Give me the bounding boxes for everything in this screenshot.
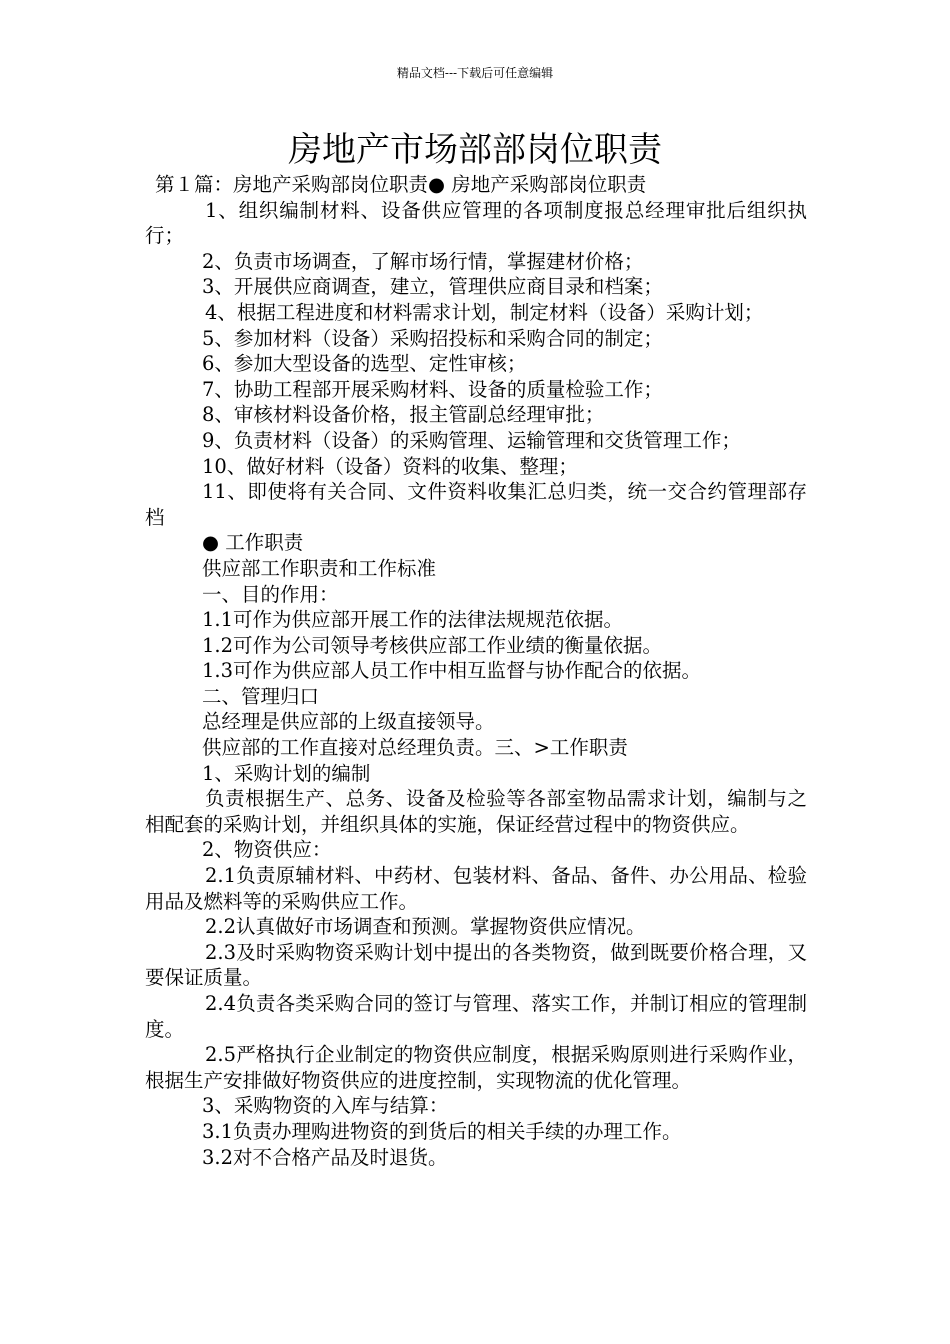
document-title: 房地产市场部部岗位职责	[288, 130, 662, 170]
body-paragraph: 1、采购计划的编制	[202, 761, 371, 785]
body-paragraph: 2、负责市场调查，了解市场行情，掌握建材价格；	[202, 249, 644, 273]
body-paragraph: 2.2认真做好市场调查和预测。掌握物资供应情况。	[205, 915, 646, 939]
body-paragraph: 10、做好材料（设备）资料的收集、整理；	[202, 454, 578, 478]
body-paragraph: 供应部工作职责和工作标准	[202, 556, 437, 580]
body-paragraph: 1.2可作为公司领导考核供应部工作业绩的衡量依据。	[202, 633, 663, 657]
body-paragraph: 第１篇：房地产采购部岗位职责● 房地产采购部岗位职责	[155, 173, 647, 196]
body-paragraph: 二、管理归口	[202, 684, 320, 708]
body-paragraph: 3.1负责办理购进物资的到货后的相关手续的办理工作。	[202, 1119, 682, 1143]
body-paragraph: 2.4负责各类采购合同的签订与管理、落实工作，并制订相应的管理制度。	[145, 992, 807, 1041]
body-paragraph: 9、负责材料（设备）的采购管理、运输管理和交货管理工作；	[202, 428, 741, 452]
body-paragraph: 7、协助工程部开展采购材料、设备的质量检验工作；	[202, 377, 663, 401]
body-paragraph: 负责根据生产、总务、设备及检验等各部室物品需求计划，编制与之相配套的采购计划，并组织具体的实施，保证经营过程中的物资供应。	[145, 787, 807, 836]
body-paragraph: 2、物资供应：	[202, 838, 332, 862]
body-paragraph: 1、组织编制材料、设备供应管理的各项制度报总经理审批后组织执行；	[145, 198, 807, 248]
body-paragraph: 3、采购物资的入库与结算：	[202, 1094, 449, 1118]
body-paragraph: 2.1负责原辅材料、中药材、包装材料、备品、备件、办公用品、检验用品及燃料等的采购供应工作。	[145, 864, 807, 913]
body-paragraph: 11、即使将有关合同、文件资料收集汇总归类，统一交合约管理部存档	[145, 480, 807, 529]
body-paragraph: 3.2对不合格产品及时退货。	[202, 1145, 448, 1169]
body-paragraph: 1.1可作为供应部开展工作的法律法规规范依据。	[202, 608, 624, 632]
body-paragraph: 一、目的作用：	[202, 582, 339, 606]
body-paragraph: ● 工作职责	[202, 531, 304, 555]
body-paragraph: 1.3可作为供应部人员工作中相互监督与协作配合的依据。	[202, 659, 702, 683]
body-paragraph: 5、参加材料（设备）采购招投标和采购合同的制定；	[202, 326, 663, 350]
body-paragraph: 2.5严格执行企业制定的物资供应制度，根据采购原则进行采购作业，根据生产安排做好物资供应的进度控制，实现物流的优化管理。	[145, 1043, 807, 1092]
document-body	[145, 172, 807, 1170]
body-paragraph: 2.3及时采购物资采购计划中提出的各类物资，做到既要价格合理，又要保证质量。	[145, 940, 807, 990]
body-paragraph: 供应部的工作直接对总经理负责。三、>工作职责	[202, 736, 628, 760]
body-paragraph: 6、参加大型设备的选型、定性审核；	[202, 352, 527, 376]
body-paragraph: 3、开展供应商调查，建立，管理供应商目录和档案；	[202, 275, 663, 299]
page-header: 精品文档---下载后可任意编辑	[396, 66, 554, 80]
body-paragraph: 总经理是供应部的上级直接领导。	[202, 710, 495, 734]
body-paragraph: 4、根据工程进度和材料需求计划，制定材料（设备）采购计划；	[205, 300, 764, 324]
body-paragraph: 8、审核材料设备价格，报主管副总经理审批；	[202, 403, 605, 427]
